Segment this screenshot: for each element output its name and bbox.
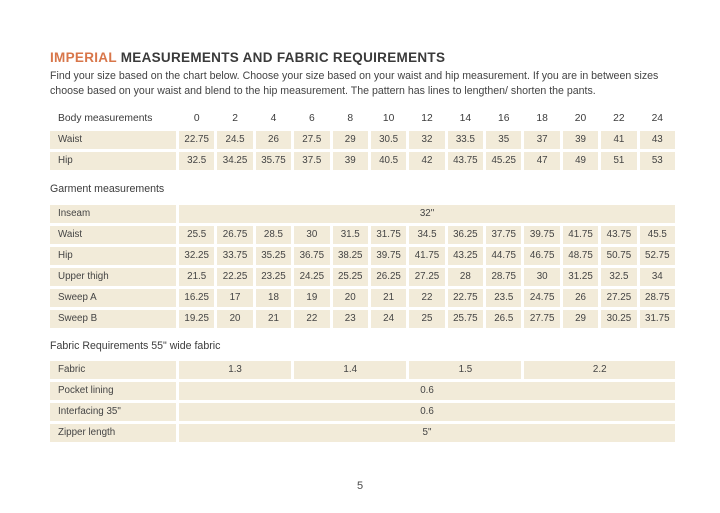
- span-value-cell: 5": [179, 424, 675, 442]
- value-cell: 17: [217, 289, 252, 307]
- span-value-cell: 0.6: [179, 382, 675, 400]
- row-label: Zipper length: [50, 424, 176, 442]
- value-cell: 43.75: [601, 226, 636, 244]
- value-cell: 46.75: [524, 247, 559, 265]
- value-cell: 31.75: [371, 226, 406, 244]
- value-cell: 34: [640, 268, 675, 286]
- size-header-cell: 0: [193, 113, 200, 124]
- value-cell: 22: [294, 310, 329, 328]
- value-cell: 33.5: [448, 131, 483, 149]
- row-label: Hip: [50, 247, 176, 265]
- value-cell: 39: [563, 131, 598, 149]
- value-cell: 30.5: [371, 131, 406, 149]
- value-cell: 26: [563, 289, 598, 307]
- value-cell: 30: [294, 226, 329, 244]
- value-cell: 53: [640, 152, 675, 170]
- value-cell: 26.5: [486, 310, 521, 328]
- fabric-span-cell: 1.5: [409, 361, 521, 379]
- value-cell: 23.5: [486, 289, 521, 307]
- size-header-cell: 16: [498, 113, 510, 124]
- size-header-cell: 12: [421, 113, 433, 124]
- title-rest: MEASUREMENTS AND FABRIC REQUIREMENTS: [116, 50, 446, 65]
- value-cell: 21.5: [179, 268, 214, 286]
- value-cell: 43.25: [448, 247, 483, 265]
- value-cell: 37: [524, 131, 559, 149]
- size-header-cell: 24: [651, 113, 664, 124]
- value-cell: 19: [294, 289, 329, 307]
- row-label: Sweep B: [50, 310, 176, 328]
- value-cell: 31.75: [640, 310, 675, 328]
- value-cell: 32: [409, 131, 444, 149]
- row-label: Upper thigh: [50, 268, 176, 286]
- value-cell: 39.75: [371, 247, 406, 265]
- value-cell: 32.5: [179, 152, 214, 170]
- value-cell: 40.5: [371, 152, 406, 170]
- value-cell: 43: [640, 131, 675, 149]
- value-cell: 18: [256, 289, 291, 307]
- fabric-span-cell: 1.4: [294, 361, 406, 379]
- value-cell: 24.5: [217, 131, 252, 149]
- row-label: Hip: [50, 152, 176, 170]
- value-cell: 25.5: [179, 226, 214, 244]
- size-header-cell: 22: [613, 113, 625, 124]
- value-cell: 36.25: [448, 226, 483, 244]
- row-label: Interfacing 35": [50, 403, 176, 421]
- value-cell: 34.5: [409, 226, 444, 244]
- value-cell: 45.25: [486, 152, 521, 170]
- row-label: Inseam: [50, 205, 176, 223]
- value-cell: 33.75: [217, 247, 252, 265]
- value-cell: 26.25: [371, 268, 406, 286]
- value-cell: 35.75: [256, 152, 291, 170]
- size-header-cell: 6: [308, 113, 315, 124]
- value-cell: 26: [256, 131, 291, 149]
- value-cell: 30: [524, 268, 559, 286]
- value-cell: 51: [601, 152, 636, 170]
- value-cell: 21: [371, 289, 406, 307]
- intro-line: choose based on your waist and blend to the hip measurement. The pattern has lines to lengthen/ shorten the pants.: [50, 84, 596, 97]
- value-cell: 31.25: [563, 268, 598, 286]
- page-number: 5: [356, 480, 364, 492]
- value-cell: 22.25: [217, 268, 252, 286]
- value-cell: 20: [333, 289, 368, 307]
- size-header-cell: 10: [382, 113, 395, 124]
- value-cell: 31.5: [333, 226, 368, 244]
- value-cell: 42: [409, 152, 444, 170]
- value-cell: 43.75: [448, 152, 483, 170]
- value-cell: 27.5: [294, 131, 329, 149]
- value-cell: 50.75: [601, 247, 636, 265]
- page-title: [50, 50, 675, 65]
- value-cell: 25.75: [448, 310, 483, 328]
- value-cell: 49: [563, 152, 598, 170]
- value-cell: 36.75: [294, 247, 329, 265]
- value-cell: 27.25: [409, 268, 444, 286]
- value-cell: 37.75: [486, 226, 521, 244]
- value-cell: 28.75: [486, 268, 521, 286]
- size-header-cell: 18: [536, 113, 548, 124]
- size-header-cell: 8: [347, 113, 354, 124]
- size-header-cell: 4: [270, 113, 277, 124]
- size-header-cell: 14: [459, 113, 472, 124]
- value-cell: 48.75: [563, 247, 598, 265]
- value-cell: 39.75: [524, 226, 559, 244]
- value-cell: 24.75: [524, 289, 559, 307]
- value-cell: 28: [448, 268, 483, 286]
- value-cell: 32.25: [179, 247, 214, 265]
- value-cell: 38.25: [333, 247, 368, 265]
- body-measurements-table: [50, 110, 675, 170]
- row-label: Waist: [50, 131, 176, 149]
- row-label: Sweep A: [50, 289, 176, 307]
- value-cell: 23.25: [256, 268, 291, 286]
- value-cell: 29: [333, 131, 368, 149]
- title-highlight: IMPERIAL: [50, 50, 117, 65]
- value-cell: 29: [563, 310, 598, 328]
- value-cell: 35.25: [256, 247, 291, 265]
- value-cell: 20: [217, 310, 252, 328]
- fabric-span-cell: 1.3: [179, 361, 291, 379]
- value-cell: 27.25: [601, 289, 636, 307]
- size-header-cell: 20: [574, 113, 587, 124]
- value-cell: 32.5: [601, 268, 636, 286]
- value-cell: 41.75: [409, 247, 444, 265]
- value-cell: 41: [601, 131, 636, 149]
- value-cell: 25: [409, 310, 444, 328]
- value-cell: 24.25: [294, 268, 329, 286]
- value-cell: 22: [409, 289, 444, 307]
- value-cell: 16.25: [179, 289, 214, 307]
- value-cell: 47: [524, 152, 559, 170]
- value-cell: 37.5: [294, 152, 329, 170]
- value-cell: 35: [486, 131, 521, 149]
- value-cell: 28.75: [640, 289, 675, 307]
- fabric-requirements-table: [50, 361, 675, 442]
- value-cell: 34.25: [217, 152, 252, 170]
- span-value-cell: 32": [179, 205, 675, 223]
- intro-line: Find your size based on the chart below. Choose your size based on your waist and hip measurement. If you are in between sizes: [50, 70, 659, 82]
- value-cell: 45.5: [640, 226, 675, 244]
- value-cell: 21: [256, 310, 291, 328]
- value-cell: 24: [371, 310, 406, 328]
- table-header-label: Body measurements: [58, 113, 153, 124]
- garment-section-title: Garment measurements: [50, 183, 165, 195]
- row-label: Waist: [50, 226, 176, 244]
- garment-measurements-table: [50, 205, 675, 328]
- value-cell: 30.25: [601, 310, 636, 328]
- fabric-span-cell: 2.2: [524, 361, 675, 379]
- value-cell: 22.75: [448, 289, 483, 307]
- value-cell: 52.75: [640, 247, 675, 265]
- value-cell: 19.25: [179, 310, 214, 328]
- value-cell: 25.25: [333, 268, 368, 286]
- value-cell: 41.75: [563, 226, 598, 244]
- value-cell: 28.5: [256, 226, 291, 244]
- intro-paragraph: [50, 69, 675, 98]
- value-cell: 23: [333, 310, 368, 328]
- fabric-section-title: Fabric Requirements 55" wide fabric: [50, 340, 221, 352]
- span-value-cell: 0.6: [179, 403, 675, 421]
- value-cell: 27.75: [524, 310, 559, 328]
- row-label: Pocket lining: [50, 382, 176, 400]
- size-header-cell: 2: [232, 113, 238, 124]
- value-cell: 44.75: [486, 247, 521, 265]
- row-label: Fabric: [50, 361, 176, 379]
- value-cell: 26.75: [217, 226, 252, 244]
- page-content: [50, 0, 675, 442]
- value-cell: 39: [333, 152, 368, 170]
- value-cell: 22.75: [179, 131, 214, 149]
